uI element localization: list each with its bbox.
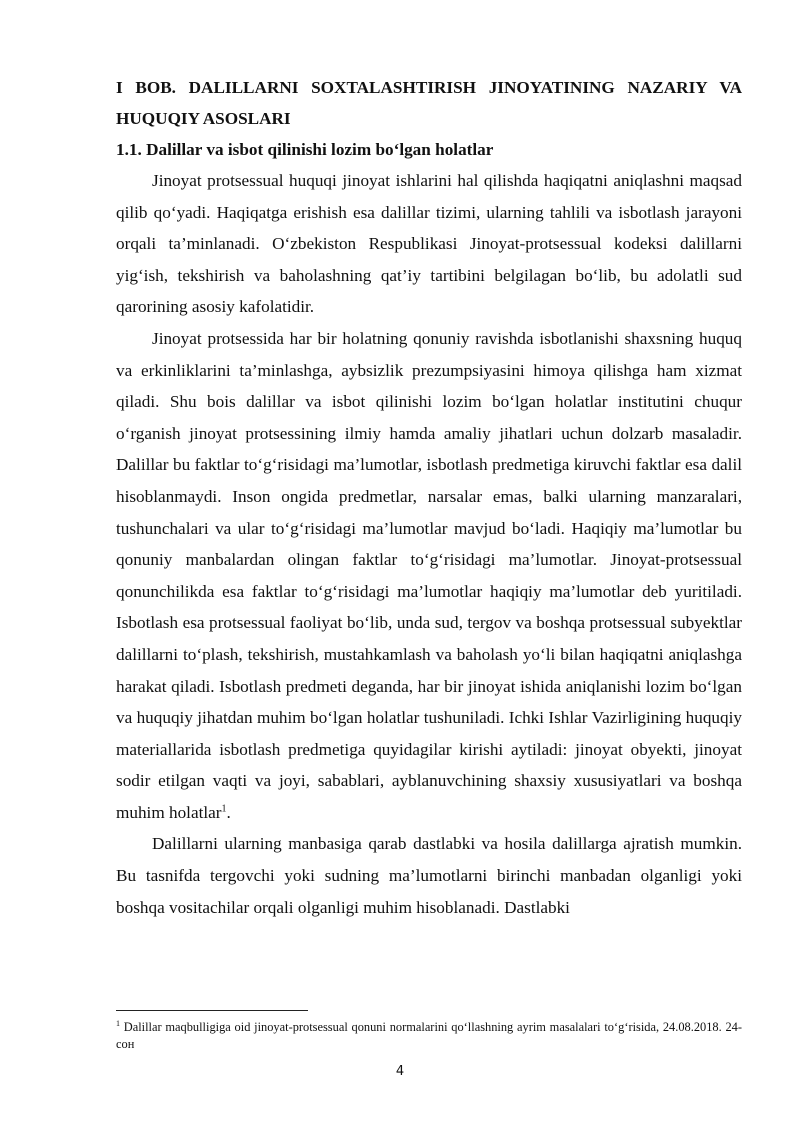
paragraph-2 [116,323,742,829]
footnote-divider [116,1010,308,1011]
paragraph-2-text: Jinoyat protsessida har bir holatning qonuniy ravishda isbotlanishi shaxsning huquq va erkinliklarini ta’minlashga, aybsizlik prezumpsiyasini himoya qilishga ham xizmat qiladi. Shu bois dalillar va isbot qilinishi lozim bo‘lgan holatlar institutini chuqur o‘rganish jinoyat protsessining ilmiy hamda amaliy jihatlari uchun dolzarb masaladir. Dalillar bu faktlar to‘g‘risidagi ma’lumotlar, isbotlash predmetiga kiruvchi faktlar esa dalil hisoblanmaydi. Inson ongida predmetlar, narsalar emas, balki ularning manzaralari, tushunchalari va ular to‘g‘risidagi ma’lumotlar mavjud bo‘ladi. Haqiqiy ma’lumotlar bu qonuniy manbalardan olingan faktlar to‘g‘risidagi ma’lumotlar. Jinoyat-protsessual qonunchilikda esa faktlar to‘g‘risidagi ma’lumotlar haqiqiy ma’lumotlar deb yuritiladi. Isbotlash esa protsessual faoliyat bo‘lib, unda sud, tergov va boshqa protsessual subyektlar dalillarni to‘plash, tekshirish, mustahkamlash va baholash yo‘li bilan haqiqatni aniqlashga harakat qiladi. Isbotlash predmeti deganda, har bir jinoyat ishida aniqlanishi lozim bo‘lgan va huquqiy jihatdan muhim bo‘lgan holatlar tushuniladi. Ichki Ishlar Vazirligining huquqiy materiallarida isbotlash predmetiga quyidagilar kirishi aytiladi: jinoyat obyekti, jinoyat sodir etilgan vaqti va joyi, sabablari, ayblanuvchining shaxsiy xususiyatlari va boshqa muhim holatlar [116,328,742,822]
paragraph-1: Jinoyat protsessual huquqi jinoyat ishlarini hal qilishda haqiqatni aniqlashni maqsad qilib qo‘yadi. Haqiqatga erishish esa dalillar tizimi, ularning tahlili va isbotlash jarayoni orqali ta’minlanadi. O‘zbekiston Respublikasi Jinoyat-protsessual kodeksi dalillarni yig‘ish, tekshirish va baholashning qat’iy tartibini belgilagan bo‘lib, bu adolatli sud qarorining asosiy kafolatidir. [116,171,742,317]
section-title: 1.1. Dalillar va isbot qilinishi lozim bo‘lgan holatlar [116,140,494,159]
document-page [116,72,742,923]
paragraph-2-end: . [226,802,231,822]
chapter-title: I BOB. DALILLARNI SOXTALASHTIRISH JINOYATINING NAZARIY VA HUQUQIY ASOSLARI [116,78,742,128]
page-number: 4 [395,1064,405,1079]
footnote-reference[interactable]: 1 [221,803,227,815]
footnote-marker: 1 [116,1018,120,1028]
footnote-text: Dalillar maqbulligiga oid jinoyat-protsessual qonuni normalarini qo‘llashning ayrim masalalari to‘g‘risida, 24.08.2018. 24-сон [116,1020,742,1051]
paragraph-3: Dalillarni ularning manbasiga qarab dastlabki va hosila dalillarga ajratish mumkin. Bu tasnifda tergovchi yoki sudning ma’lumotlarni birinchi manbadan olganligi yoki boshqa vositachilar orqali olganligi muhim hisoblanadi. Dastlabki [116,834,742,917]
footnote [116,1019,742,1053]
